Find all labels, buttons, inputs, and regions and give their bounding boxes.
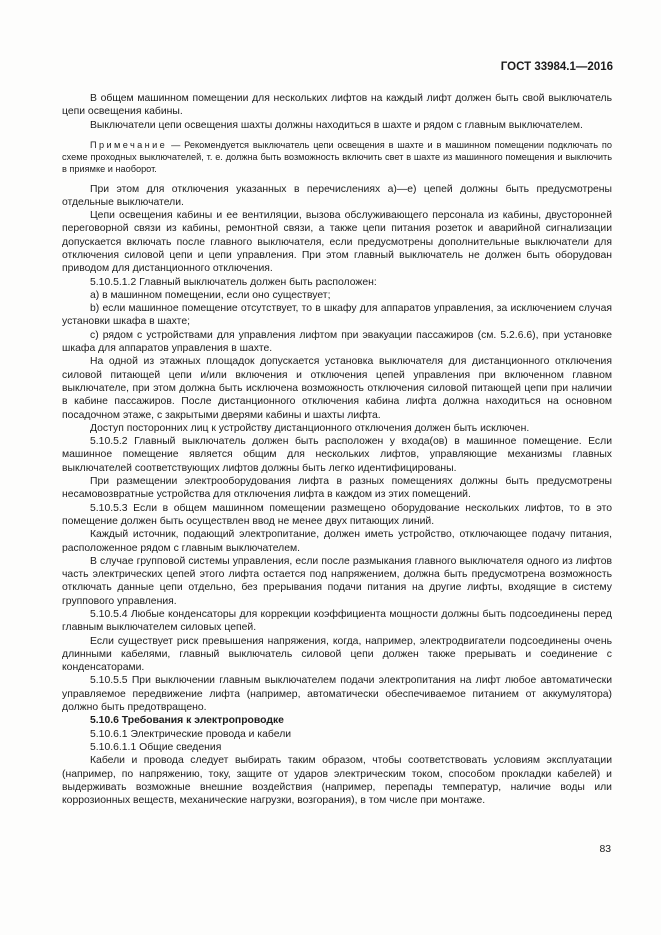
paragraph: Кабели и провода следует выбирать таким образом, чтобы соответствовать условиям эксплуатации (например, по напряжению, току, защите от ударов электрическим током, способом прокладки кабелей) и выдерживать возможные внешние воздействия (например, перепады температур, наличие воды или коррозионных веществ, механические нагрузки, возгорания), в том числе при монтаже. [62,755,612,807]
page-body [62,92,612,807]
list-item: a) в машинном помещении, если оно существует; [90,289,331,301]
clause: 5.10.5.4 Любые конденсаторы для коррекции коэффициента мощности должны быть подсоединены перед главным выключателем силовых цепей. [62,609,612,634]
paragraph: Если существует риск превышения напряжения, когда, например, электродвигатели подсоединены очень длинными кабелями, главный выключатель силовой цепи должен также прерывать и соединение с конденсаторами. [62,635,612,674]
paragraph: Каждый источник, подающий электропитание, должен иметь устройство, отключающее подачу питания, расположенное рядом с главным выключателем. [62,529,612,554]
paragraph: При этом для отключения указанных в перечислениях а)—е) цепей должны быть предусмотрены отдельные выключатели. [62,183,612,208]
paragraph: В случае групповой системы управления, если после размыкания главного выключателя одного из лифтов часть электрических цепей этого лифта остается под напряжением, должна быть предусмотрена возможность отключать данные цепи отдельно, без прерывания подачи питания на другие лифты, входящие в систему группового управления. [62,555,612,607]
subsection-heading: 5.10.6.1 Электрические провода и кабели [90,728,292,740]
page-number: 83 [599,844,611,855]
paragraph: При размещении электрооборудования лифта в разных помещениях должны быть предусмотрены несамовозвратные устройства для отключения лифта в каждом из этих помещений. [62,476,612,501]
list-item: b) если машинное помещение отсутствует, то в шкафу для аппаратов управления, за исключением случая установки шкафа в шахте; [62,303,612,328]
paragraph: Цепи освещения кабины и ее вентиляции, вызова обслуживающего персонала из кабины, двусторонней переговорной связи из кабины, ремонтной связи, а также цепи питания розеток и аварийной сигнализации допускается включать после главного выключателя, если предусмотрены дополнительные выключатели для отключения силовой цепи и цепи управления. При этом главный выключатель не должен быть оборудован приводом для дистанционного отключения. [62,210,612,275]
paragraph: На одной из этажных площадок допускается установка выключателя для дистанционного отключения силовой питающей цепи и/или включения и отключения цепей управления при включенном главном выключателе, при этом должна быть исключена возможность отключения силовой питающей цепи при наличии в кабине пассажиров. После дистанционного отключения кабина лифта должна находиться на основном посадочном этаже, с закрытыми дверями кабины и шахты лифта. [62,356,612,421]
section-heading: 5.10.6 Требования к электропроводке [90,715,284,727]
note-label: Примечание [90,139,168,150]
document-code: ГОСТ 33984.1—2016 [500,61,613,73]
clause: 5.10.5.5 При выключении главным выключателем подачи электропитания на лифт любое автоматически управляемое передвижение лифта (например, автоматически обеспечиваемое питанием от аккумулятора) должно быть предотвращено. [62,675,612,714]
note [62,139,612,176]
paragraph: В общем машинном помещении для нескольких лифтов на каждый лифт должен быть свой выключатель цепи освещения кабины. [62,93,612,118]
list-item: c) рядом с устройствами для управления лифтом при эвакуации пассажиров (см. 5.2.6.6), при установке шкафа для аппаратов управления в шахте. [62,329,612,355]
paragraph: Доступ посторонних лиц к устройству дистанционного отключения должен быть исключен. [90,422,530,434]
clause: 5.10.5.2 Главный выключатель должен быть расположен у входа(ов) в машинное помещение. Если машинное помещение является общим для нескольких лифтов, управляющие механизмы главных выключателей соответствующих лифтов должны быть легко идентифицированы. [62,436,612,474]
subsection-heading: 5.10.6.1.1 Общие сведения [90,741,222,753]
note-text: — Рекомендуется выключатель цепи освещения в шахте и в машинном помещении подключать по схеме проходных выключателей, т. е. должна быть возможность включить свет в шахте из машинного помещения и выключить в приямке и наоборот. [62,139,612,175]
clause: 5.10.5.3 Если в общем машинном помещении размещено оборудование нескольких лифтов, то в это помещение должен быть осуществлен ввод не менее двух питающих линий. [62,502,612,527]
clause: 5.10.5.1.2 Главный выключатель должен быть расположен: [90,276,377,288]
paragraph: Выключатели цепи освещения шахты должны находиться в шахте и рядом с главным выключателем. [90,119,583,131]
